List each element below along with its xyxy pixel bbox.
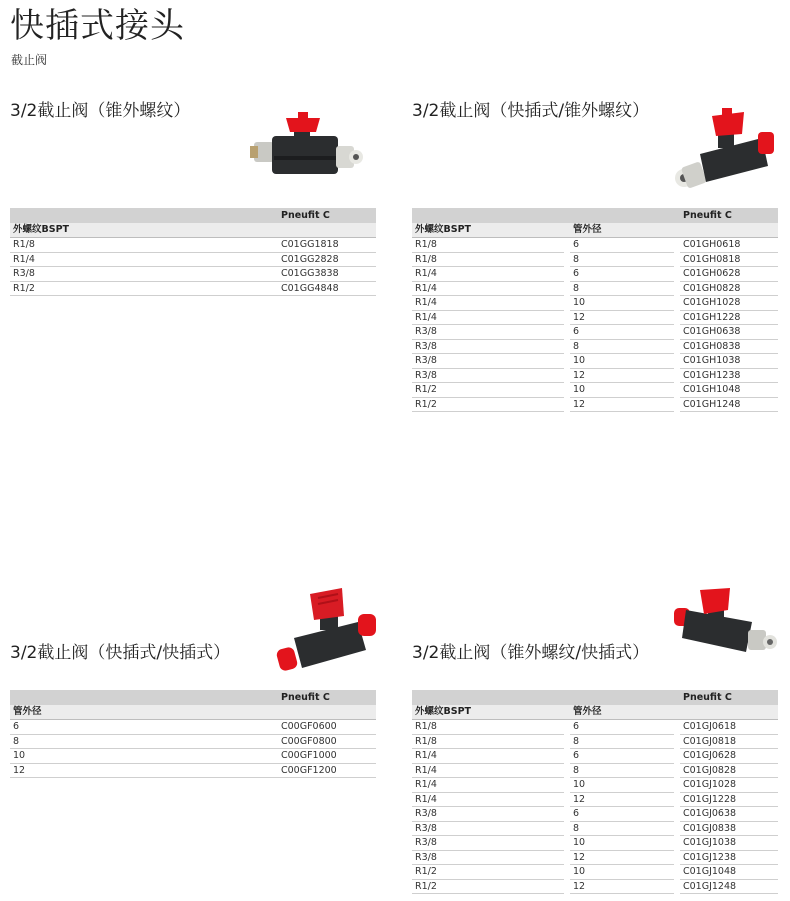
section-push-thread: [412, 96, 778, 416]
column-header: 外螺纹BSPT: [412, 223, 564, 238]
column-header: 管外径: [570, 705, 674, 720]
table-row: R1/4 C01GG2828: [10, 252, 376, 267]
table-row: R3/8 12 C01GJ1238: [412, 850, 778, 865]
table-row: R1/4 6 C01GH0628: [412, 267, 778, 282]
brand-header: Pneufit C: [278, 690, 376, 705]
page-subtitle: 截止阀: [11, 53, 48, 67]
table-row: R1/2 12 C01GH1248: [412, 397, 778, 412]
table-row: R1/8 8 C01GH0818: [412, 252, 778, 267]
table-row: R1/4 8 C01GH0828: [412, 281, 778, 296]
table-row: 10 C00GF1000: [10, 749, 376, 764]
section-title: 3/2截止阀（锥外螺纹/快插式）: [412, 643, 650, 663]
section-thread-push: [412, 586, 778, 896]
column-header: 外螺纹BSPT: [10, 223, 278, 238]
table-row: 12 C00GF1200: [10, 763, 376, 778]
shutoff-valve-thread-image: [250, 110, 366, 194]
section-title: 3/2截止阀（锥外螺纹）: [10, 101, 191, 121]
table-row: R1/4 10 C01GH1028: [412, 296, 778, 311]
table-row: R1/8 6 C01GH0618: [412, 238, 778, 253]
table-row: R1/4 12 C01GH1228: [412, 310, 778, 325]
table-row: R3/8 6 C01GH0638: [412, 325, 778, 340]
table-row: R1/2 10 C01GJ1048: [412, 865, 778, 880]
table-row: R3/8 10 C01GH1038: [412, 354, 778, 369]
table-row: R3/8 6 C01GJ0638: [412, 807, 778, 822]
shutoff-valve-thread-push-image: [670, 586, 782, 670]
table-row: R1/8 6 C01GJ0618: [412, 720, 778, 735]
spec-table: [412, 690, 778, 894]
table-row: R1/4 6 C01GJ0628: [412, 749, 778, 764]
table-row: R1/4 12 C01GJ1228: [412, 792, 778, 807]
brand-header: Pneufit C: [278, 208, 376, 223]
table-row: R1/8 C01GG1818: [10, 238, 376, 253]
table-row: 8 C00GF0800: [10, 734, 376, 749]
table-row: R3/8 8 C01GJ0838: [412, 821, 778, 836]
table-row: R1/4 10 C01GJ1028: [412, 778, 778, 793]
shutoff-valve-push-push-image: [274, 586, 384, 680]
brand-header: Pneufit C: [680, 690, 778, 705]
table-row: R3/8 8 C01GH0838: [412, 339, 778, 354]
table-row: R1/2 12 C01GJ1248: [412, 879, 778, 894]
spec-table: [10, 690, 376, 778]
brand-header: Pneufit C: [680, 208, 778, 223]
table-row: R3/8 C01GG3838: [10, 267, 376, 282]
column-header: 管外径: [570, 223, 674, 238]
table-row: R1/2 C01GG4848: [10, 281, 376, 296]
table-row: R3/8 12 C01GH1238: [412, 368, 778, 383]
spec-table: [10, 208, 376, 296]
spec-table: [412, 208, 778, 412]
section-thread: [10, 96, 376, 296]
section-title: 3/2截止阀（快插式/快插式）: [10, 643, 231, 663]
table-row: R3/8 10 C01GJ1038: [412, 836, 778, 851]
shutoff-valve-push-thread-image: [670, 108, 782, 196]
page-title: 快插式接头: [10, 6, 185, 46]
column-header: 外螺纹BSPT: [412, 705, 564, 720]
table-row: R1/8 8 C01GJ0818: [412, 734, 778, 749]
table-row: R1/4 8 C01GJ0828: [412, 763, 778, 778]
table-row: 6 C00GF0600: [10, 720, 376, 735]
section-title: 3/2截止阀（快插式/锥外螺纹）: [412, 101, 650, 121]
column-header: 管外径: [10, 705, 278, 720]
section-push-push: [10, 586, 376, 786]
table-row: R1/2 10 C01GH1048: [412, 383, 778, 398]
